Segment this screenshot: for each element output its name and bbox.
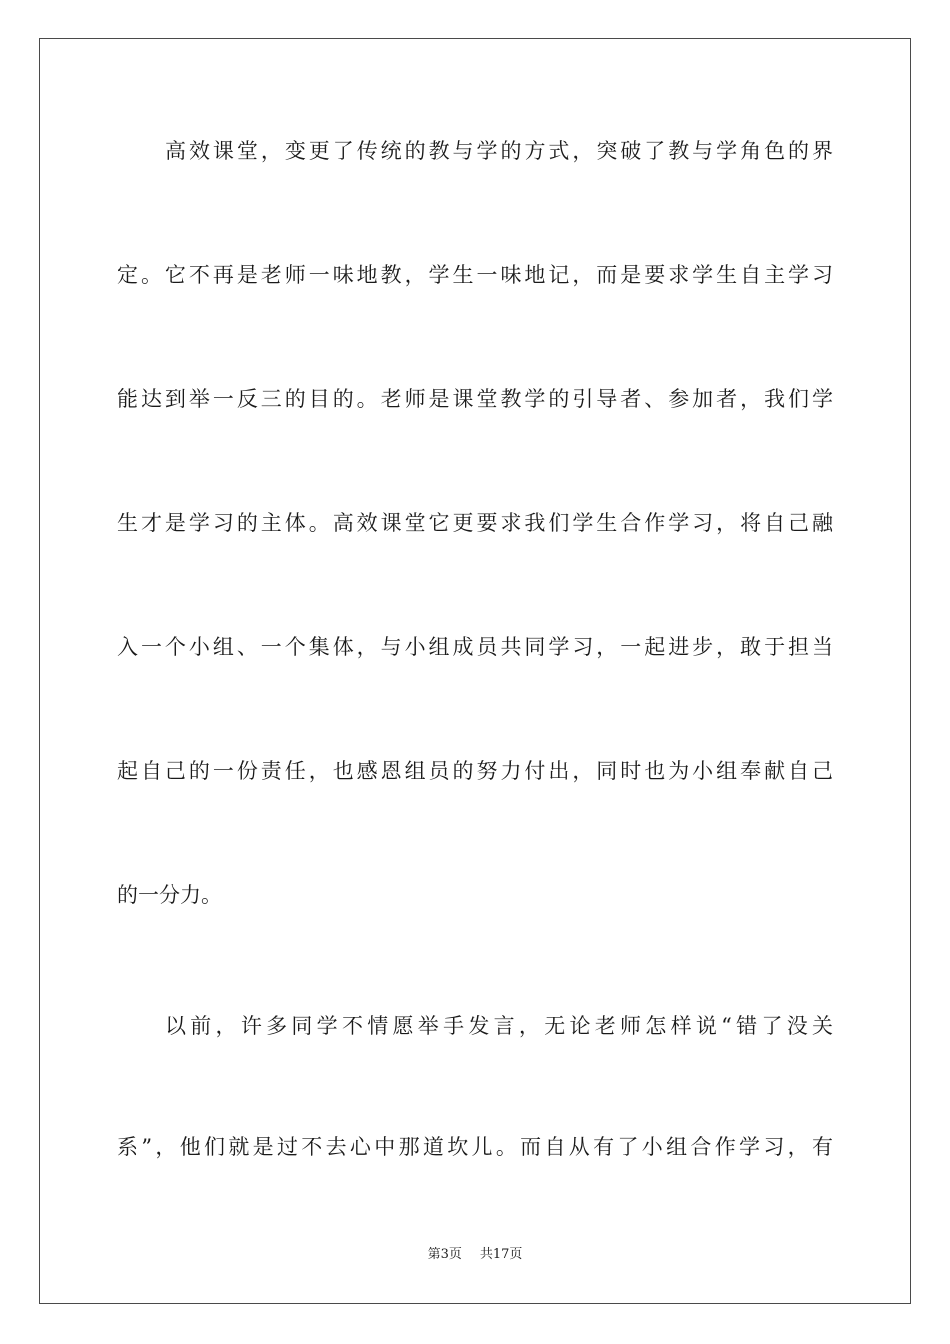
paragraph-1-line-3: 能达到举一反三的目的。老师是课堂教学的引导者、参加者，我们学 bbox=[117, 387, 833, 411]
page-footer bbox=[0, 1246, 950, 1264]
page-border bbox=[39, 38, 911, 1304]
paragraph-1-line-4: 生才是学习的主体。高效课堂它更要求我们学生合作学习，将自己融 bbox=[117, 511, 833, 535]
paragraph-1-line-1: 高效课堂，变更了传统的教与学的方式，突破了教与学角色的界 bbox=[165, 139, 833, 163]
paragraph-2-line-2: 系”，他们就是过不去心中那道坎儿。而自从有了小组合作学习，有 bbox=[117, 1135, 833, 1159]
paragraph-1-line-5: 入一个小组、一个集体，与小组成员共同学习，一起进步，敢于担当 bbox=[117, 635, 833, 659]
paragraph-1-line-7: 的一分力。 bbox=[117, 883, 222, 907]
paragraph-2-line-1: 以前，许多同学不情愿举手发言，无论老师怎样说“错了没关 bbox=[165, 1014, 833, 1038]
page-total: 共17页 bbox=[479, 1247, 523, 1262]
paragraph-1-line-6: 起自己的一份责任，也感恩组员的努力付出，同时也为小组奉献自己 bbox=[117, 759, 833, 783]
page-number: 第3页 bbox=[427, 1247, 462, 1262]
paragraph-1-line-2: 定。它不再是老师一味地教，学生一味地记，而是要求学生自主学习 bbox=[117, 263, 833, 287]
